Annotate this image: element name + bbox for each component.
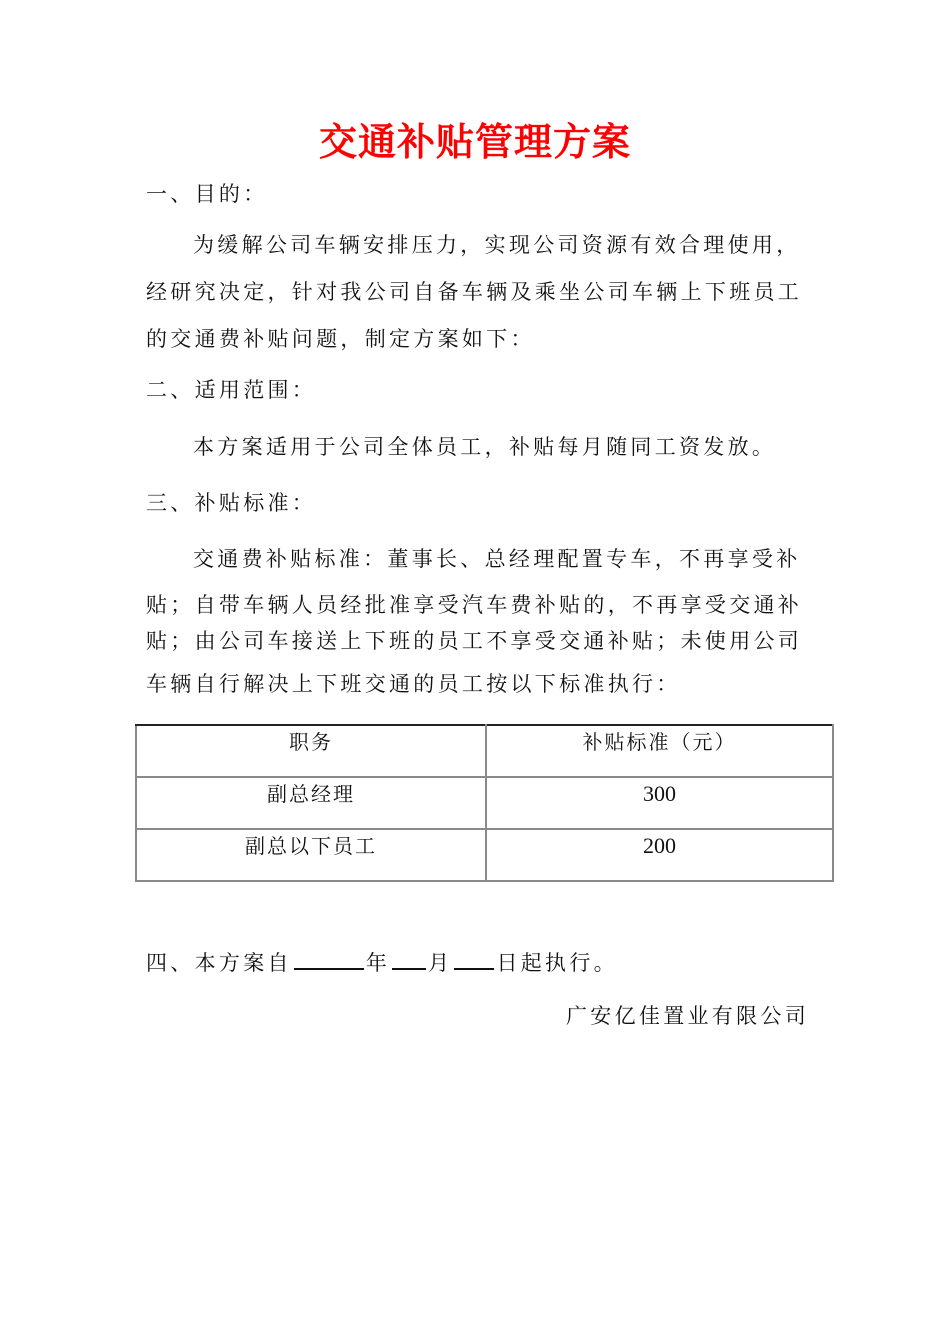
year-label: 年 xyxy=(365,951,391,975)
table-row xyxy=(136,777,833,829)
cell-amount: 300 xyxy=(486,777,833,829)
document-title: 交通补贴管理方案 xyxy=(318,120,631,164)
section-heading-purpose: 一、目的： xyxy=(146,182,268,206)
paragraph-line: 交通费补贴标准：董事长、总经理配置专车，不再享受补 xyxy=(193,547,801,571)
section-heading-standard: 三、补贴标准： xyxy=(146,491,317,515)
table-row xyxy=(136,829,833,881)
effective-prefix: 四、本方案自 xyxy=(146,951,292,975)
cell-position: 副总以下员工 xyxy=(136,829,486,881)
year-blank xyxy=(294,946,364,970)
month-label: 月 xyxy=(428,951,453,975)
cell-position: 副总经理 xyxy=(136,777,486,829)
paragraph-line: 贴；由公司车接送上下班的员工不享受交通补贴；未使用公司 xyxy=(146,629,803,653)
effective-date-line xyxy=(146,946,618,978)
paragraph-line: 的交通费补贴问题，制定方案如下： xyxy=(146,327,535,351)
paragraph-line: 经研究决定，针对我公司自备车辆及乘坐公司车辆上下班员工 xyxy=(146,280,803,304)
effective-suffix: 日起执行。 xyxy=(496,951,618,975)
paragraph-line: 车辆自行解决上下班交通的员工按以下标准执行： xyxy=(146,672,681,696)
month-blank xyxy=(392,946,426,970)
table-header-row xyxy=(136,725,833,777)
column-header-position: 职务 xyxy=(136,725,486,777)
company-signature: 广安亿佳置业有限公司 xyxy=(566,1004,809,1028)
paragraph-line: 为缓解公司车辆安排压力，实现公司资源有效合理使用， xyxy=(193,233,801,257)
paragraph-line: 本方案适用于公司全体员工，补贴每月随同工资发放。 xyxy=(193,435,777,459)
section-heading-scope: 二、适用范围： xyxy=(146,378,317,402)
subsidy-standard-table xyxy=(135,724,834,882)
cell-amount: 200 xyxy=(486,829,833,881)
column-header-amount: 补贴标准（元） xyxy=(486,725,833,777)
paragraph-line: 贴；自带车辆人员经批准享受汽车费补贴的，不再享受交通补 xyxy=(146,593,803,617)
day-blank xyxy=(454,946,494,970)
